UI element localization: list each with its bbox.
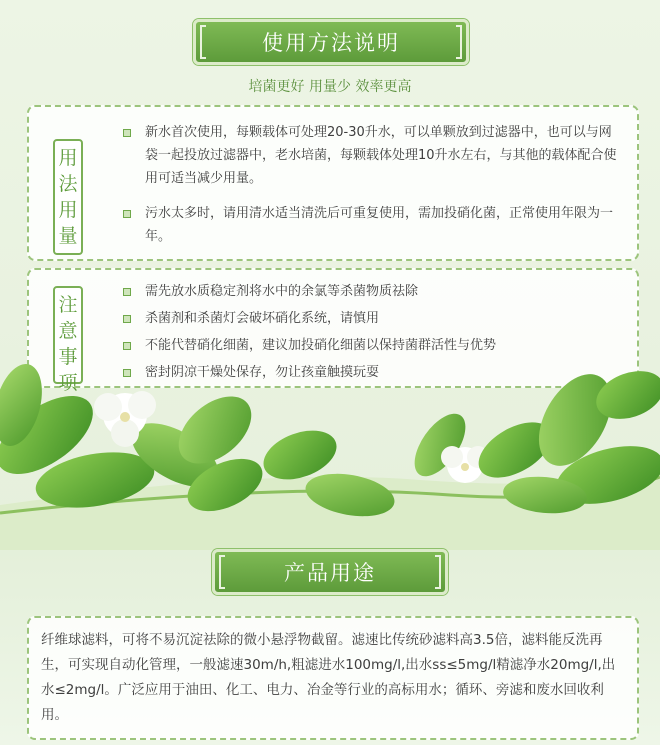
usage-list (121, 121, 623, 248)
usage-side-label: 用法用量 (53, 139, 83, 255)
list-item (121, 280, 623, 303)
bullet-square-icon (123, 129, 131, 137)
product-description: 纤维球滤料，可将不易沉淀祛除的微小悬浮物截留。滤速比传统砂滤料高3.5倍，滤料能反洗再生，可实现自动化管理，一般滤速30m/h,粗滤进水100mg/l,出水ss≤5mg/l精滤净水20mg/l,出水≤2mg/l。广泛应用于油田、化工、电力、冶金等行业的高标用水；循环、旁滤和废水回收利用。 (41, 632, 616, 723)
usage-item-text: 污水太多时，请用清水适当清洗后可重复使用，需加投硝化菌，正常使用年限为一年。 (145, 206, 614, 244)
usage-panel (27, 105, 639, 261)
notes-item-text: 密封阴凉干燥处保存，勿让孩童触摸玩耍 (145, 365, 380, 380)
usage-item-text: 新水首次使用，每颗载体可处理20-30升水，可以单颗放到过滤器中，也可以与网袋一起投放过滤器中，老水培菌，每颗载体处理10升水左右，与其他的载体配合使用可适当减少用量。 (145, 125, 617, 186)
notes-item-text: 需先放水质稳定剂将水中的余氯等杀菌物质祛除 (145, 284, 419, 299)
list-item (121, 307, 623, 330)
bullet-square-icon (123, 210, 131, 218)
product-title-banner (212, 549, 448, 595)
usage-title: 使用方法说明 (262, 31, 400, 55)
notes-item-text: 杀菌剂和杀菌灯会破坏硝化系统，请慎用 (145, 311, 380, 326)
list-item (121, 202, 623, 248)
list-item (121, 121, 623, 190)
product-title: 产品用途 (284, 561, 376, 585)
product-panel (27, 616, 639, 740)
leaves-decoration (0, 335, 660, 550)
notes-item-text: 不能代替硝化细菌，建议加投硝化细菌以保持菌群活性与优势 (145, 338, 497, 353)
usage-title-banner (193, 19, 469, 65)
usage-subtitle: 培菌更好 用量少 效率更高 (248, 79, 412, 95)
bullet-square-icon (123, 315, 131, 323)
notes-side-label: 注意事项 (53, 286, 83, 384)
bullet-square-icon (123, 288, 131, 296)
